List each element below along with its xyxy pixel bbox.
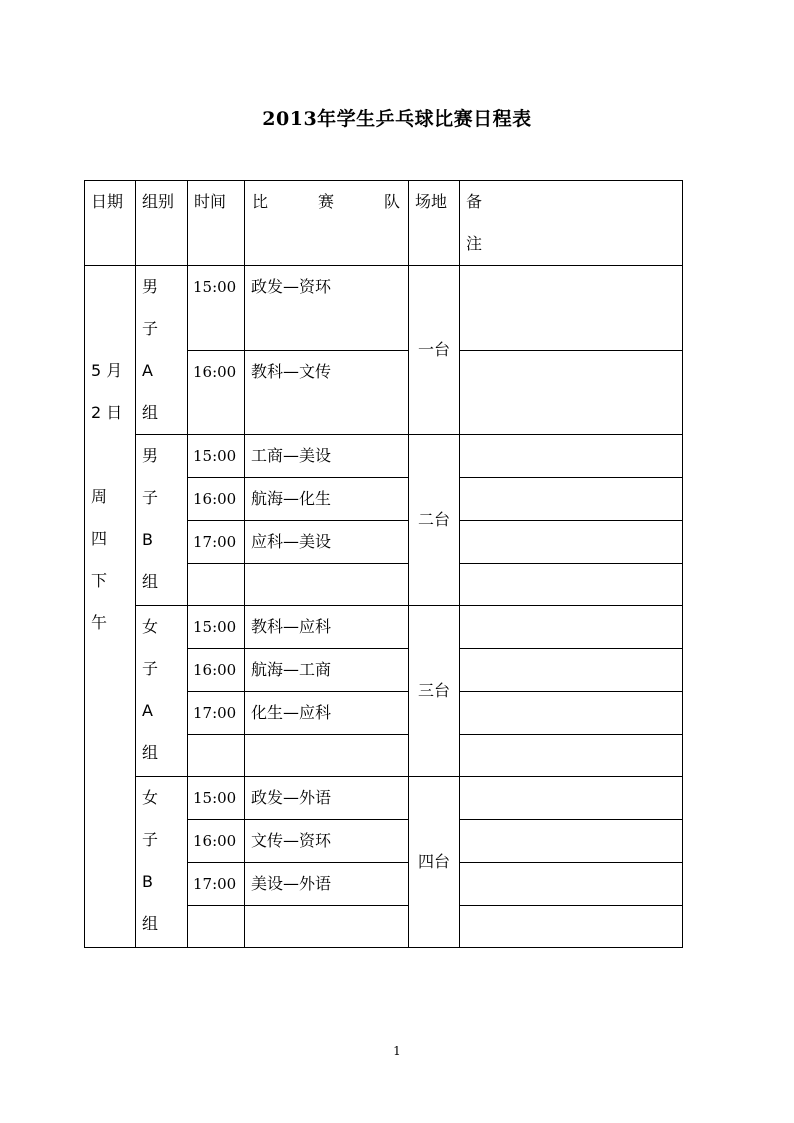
group-label-char: A [142,361,153,380]
note-cell [460,266,683,351]
note-cell [460,735,683,777]
group-label-char: 女 [142,788,159,807]
header-note-char: 备 [466,192,483,211]
group-cell [136,606,188,777]
date-char [91,434,135,476]
group-label-char: 子 [142,830,159,849]
note-cell [460,906,683,948]
match-row [85,606,683,649]
match-time: 15:00 [188,777,245,820]
note-cell [460,777,683,820]
note-cell [460,820,683,863]
match-time: 16:00 [188,350,245,435]
match-row [85,777,683,820]
match-teams [245,564,409,606]
header-date: 日期 [85,181,136,266]
venue-cell: 四台 [409,777,460,948]
match-time: 17:00 [188,692,245,735]
group-label-char: 子 [142,488,159,507]
header-note [460,181,683,266]
document-title: 2013年学生乒乓球比赛日程表 [262,108,532,130]
match-row [85,266,683,351]
note-cell [460,692,683,735]
match-time [188,735,245,777]
page-number: 1 [393,1044,401,1058]
header-row [85,181,683,266]
note-cell [460,521,683,564]
venue-cell: 二台 [409,435,460,606]
group-cell [136,266,188,435]
header-match-char: 比 [252,192,269,211]
date-char: 周 [91,487,108,506]
note-cell [460,478,683,521]
match-time: 16:00 [188,820,245,863]
venue-cell: 三台 [409,606,460,777]
date-char: 四 [91,529,108,548]
note-cell [460,649,683,692]
header-group: 组别 [136,181,188,266]
header-match [245,181,409,266]
match-teams: 政发—外语 [245,777,409,820]
group-cell [136,777,188,948]
match-time: 16:00 [188,649,245,692]
match-time: 15:00 [188,435,245,478]
group-label-char: B [142,530,153,549]
match-teams: 工商—美设 [245,435,409,478]
match-time [188,906,245,948]
match-teams: 教科—文传 [245,350,409,435]
date-char: 2 日 [91,403,123,422]
match-teams: 化生—应科 [245,692,409,735]
match-row [85,435,683,478]
header-match-char: 赛 [317,192,334,211]
venue-cell: 一台 [409,266,460,435]
group-label-char: 男 [142,446,159,465]
group-cell [136,435,188,606]
match-time: 15:00 [188,606,245,649]
match-teams [245,906,409,948]
match-teams: 航海—化生 [245,478,409,521]
group-label-char: 组 [142,403,159,422]
group-label-char: 组 [142,743,159,762]
match-time: 17:00 [188,863,245,906]
match-teams: 应科—美设 [245,521,409,564]
date-char: 午 [91,613,108,632]
match-time: 16:00 [188,478,245,521]
group-label-char: 子 [142,319,159,338]
match-time: 15:00 [188,266,245,351]
note-cell [460,350,683,435]
group-label-char: 组 [142,572,159,591]
note-cell [460,435,683,478]
header-venue: 场地 [409,181,460,266]
match-teams [245,735,409,777]
group-label-char: 女 [142,617,159,636]
match-teams: 教科—应科 [245,606,409,649]
header-time: 时间 [188,181,245,266]
match-teams: 文传—资环 [245,820,409,863]
group-label-char: B [142,872,153,891]
match-teams: 航海—工商 [245,649,409,692]
match-teams: 政发—资环 [245,266,409,351]
match-time [188,564,245,606]
note-cell [460,606,683,649]
note-cell [460,564,683,606]
date-char: 下 [91,571,108,590]
group-label-char: 男 [142,277,159,296]
date-char: 5 月 [91,361,123,380]
header-note-char: 注 [466,234,483,253]
group-label-char: 子 [142,659,159,678]
date-cell [85,266,136,948]
match-time: 17:00 [188,521,245,564]
schedule-table [84,180,683,948]
group-label-char: A [142,701,153,720]
group-label-char: 组 [142,914,159,933]
note-cell [460,863,683,906]
match-teams: 美设—外语 [245,863,409,906]
header-match-char: 队 [383,192,400,211]
schedule-body [85,181,683,948]
